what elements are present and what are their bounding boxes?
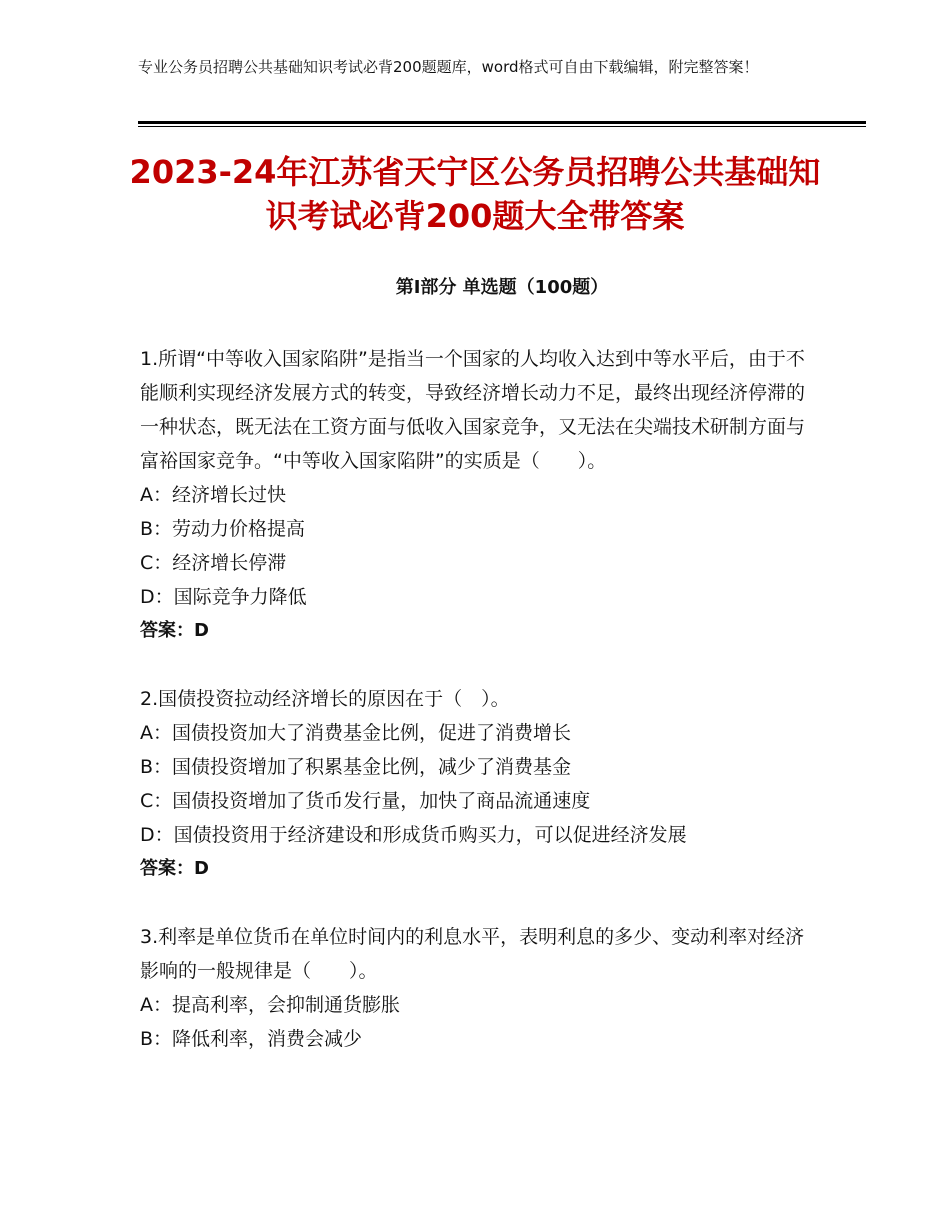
question-stem: 2.国债投资拉动经济增长的原因在于（ ）。 — [140, 688, 510, 710]
option-a: A：经济增长过快 — [140, 484, 286, 506]
option-c: C：经济增长停滞 — [140, 552, 287, 574]
question-3 — [140, 920, 805, 1056]
section-heading: 第Ⅰ部分 单选题（100题） — [395, 277, 609, 298]
document-title: 2023-24年江苏省天宁区公务员招聘公共基础知识考试必背200题大全带答案 — [129, 153, 821, 235]
option-b: B：劳动力价格提高 — [140, 518, 306, 540]
header-note: 专业公务员招聘公共基础知识考试必背200题题库，word格式可自由下载编辑，附完整答案！ — [138, 58, 759, 76]
question-list — [140, 342, 805, 1056]
header-rule-thick — [138, 121, 866, 124]
option-c: C：国债投资增加了货币发行量，加快了商品流通速度 — [140, 790, 591, 812]
option-d: D：国际竞争力降低 — [140, 586, 307, 608]
question-stem: 3.利率是单位货币在单位时间内的利息水平，表明利息的多少、变动利率对经济影响的一般规律是（ ）。 — [140, 926, 805, 982]
answer: 答案：D — [140, 858, 209, 879]
option-d: D：国债投资用于经济建设和形成货币购买力，可以促进经济发展 — [140, 824, 687, 846]
question-1 — [140, 342, 805, 648]
question-stem: 1.所谓“中等收入国家陷阱”是指当一个国家的人均收入达到中等水平后，由于不能顺利实现经济发展方式的转变，导致经济增长动力不足，最终出现经济停滞的一种状态，既无法在工资方面与低收入国家竞争，又无法在尖端技术研制方面与富裕国家竞争。“中等收入国家陷阱”的实质是（ ）。 — [140, 348, 806, 472]
option-b: B：国债投资增加了积累基金比例，减少了消费基金 — [140, 756, 572, 778]
header-rule-thin — [138, 126, 866, 127]
option-a: A：提高利率，会抑制通货膨胀 — [140, 994, 400, 1016]
answer: 答案：D — [140, 620, 209, 641]
option-b: B：降低利率，消费会减少 — [140, 1028, 363, 1050]
question-2 — [140, 682, 805, 886]
option-a: A：国债投资加大了消费基金比例，促进了消费增长 — [140, 722, 571, 744]
